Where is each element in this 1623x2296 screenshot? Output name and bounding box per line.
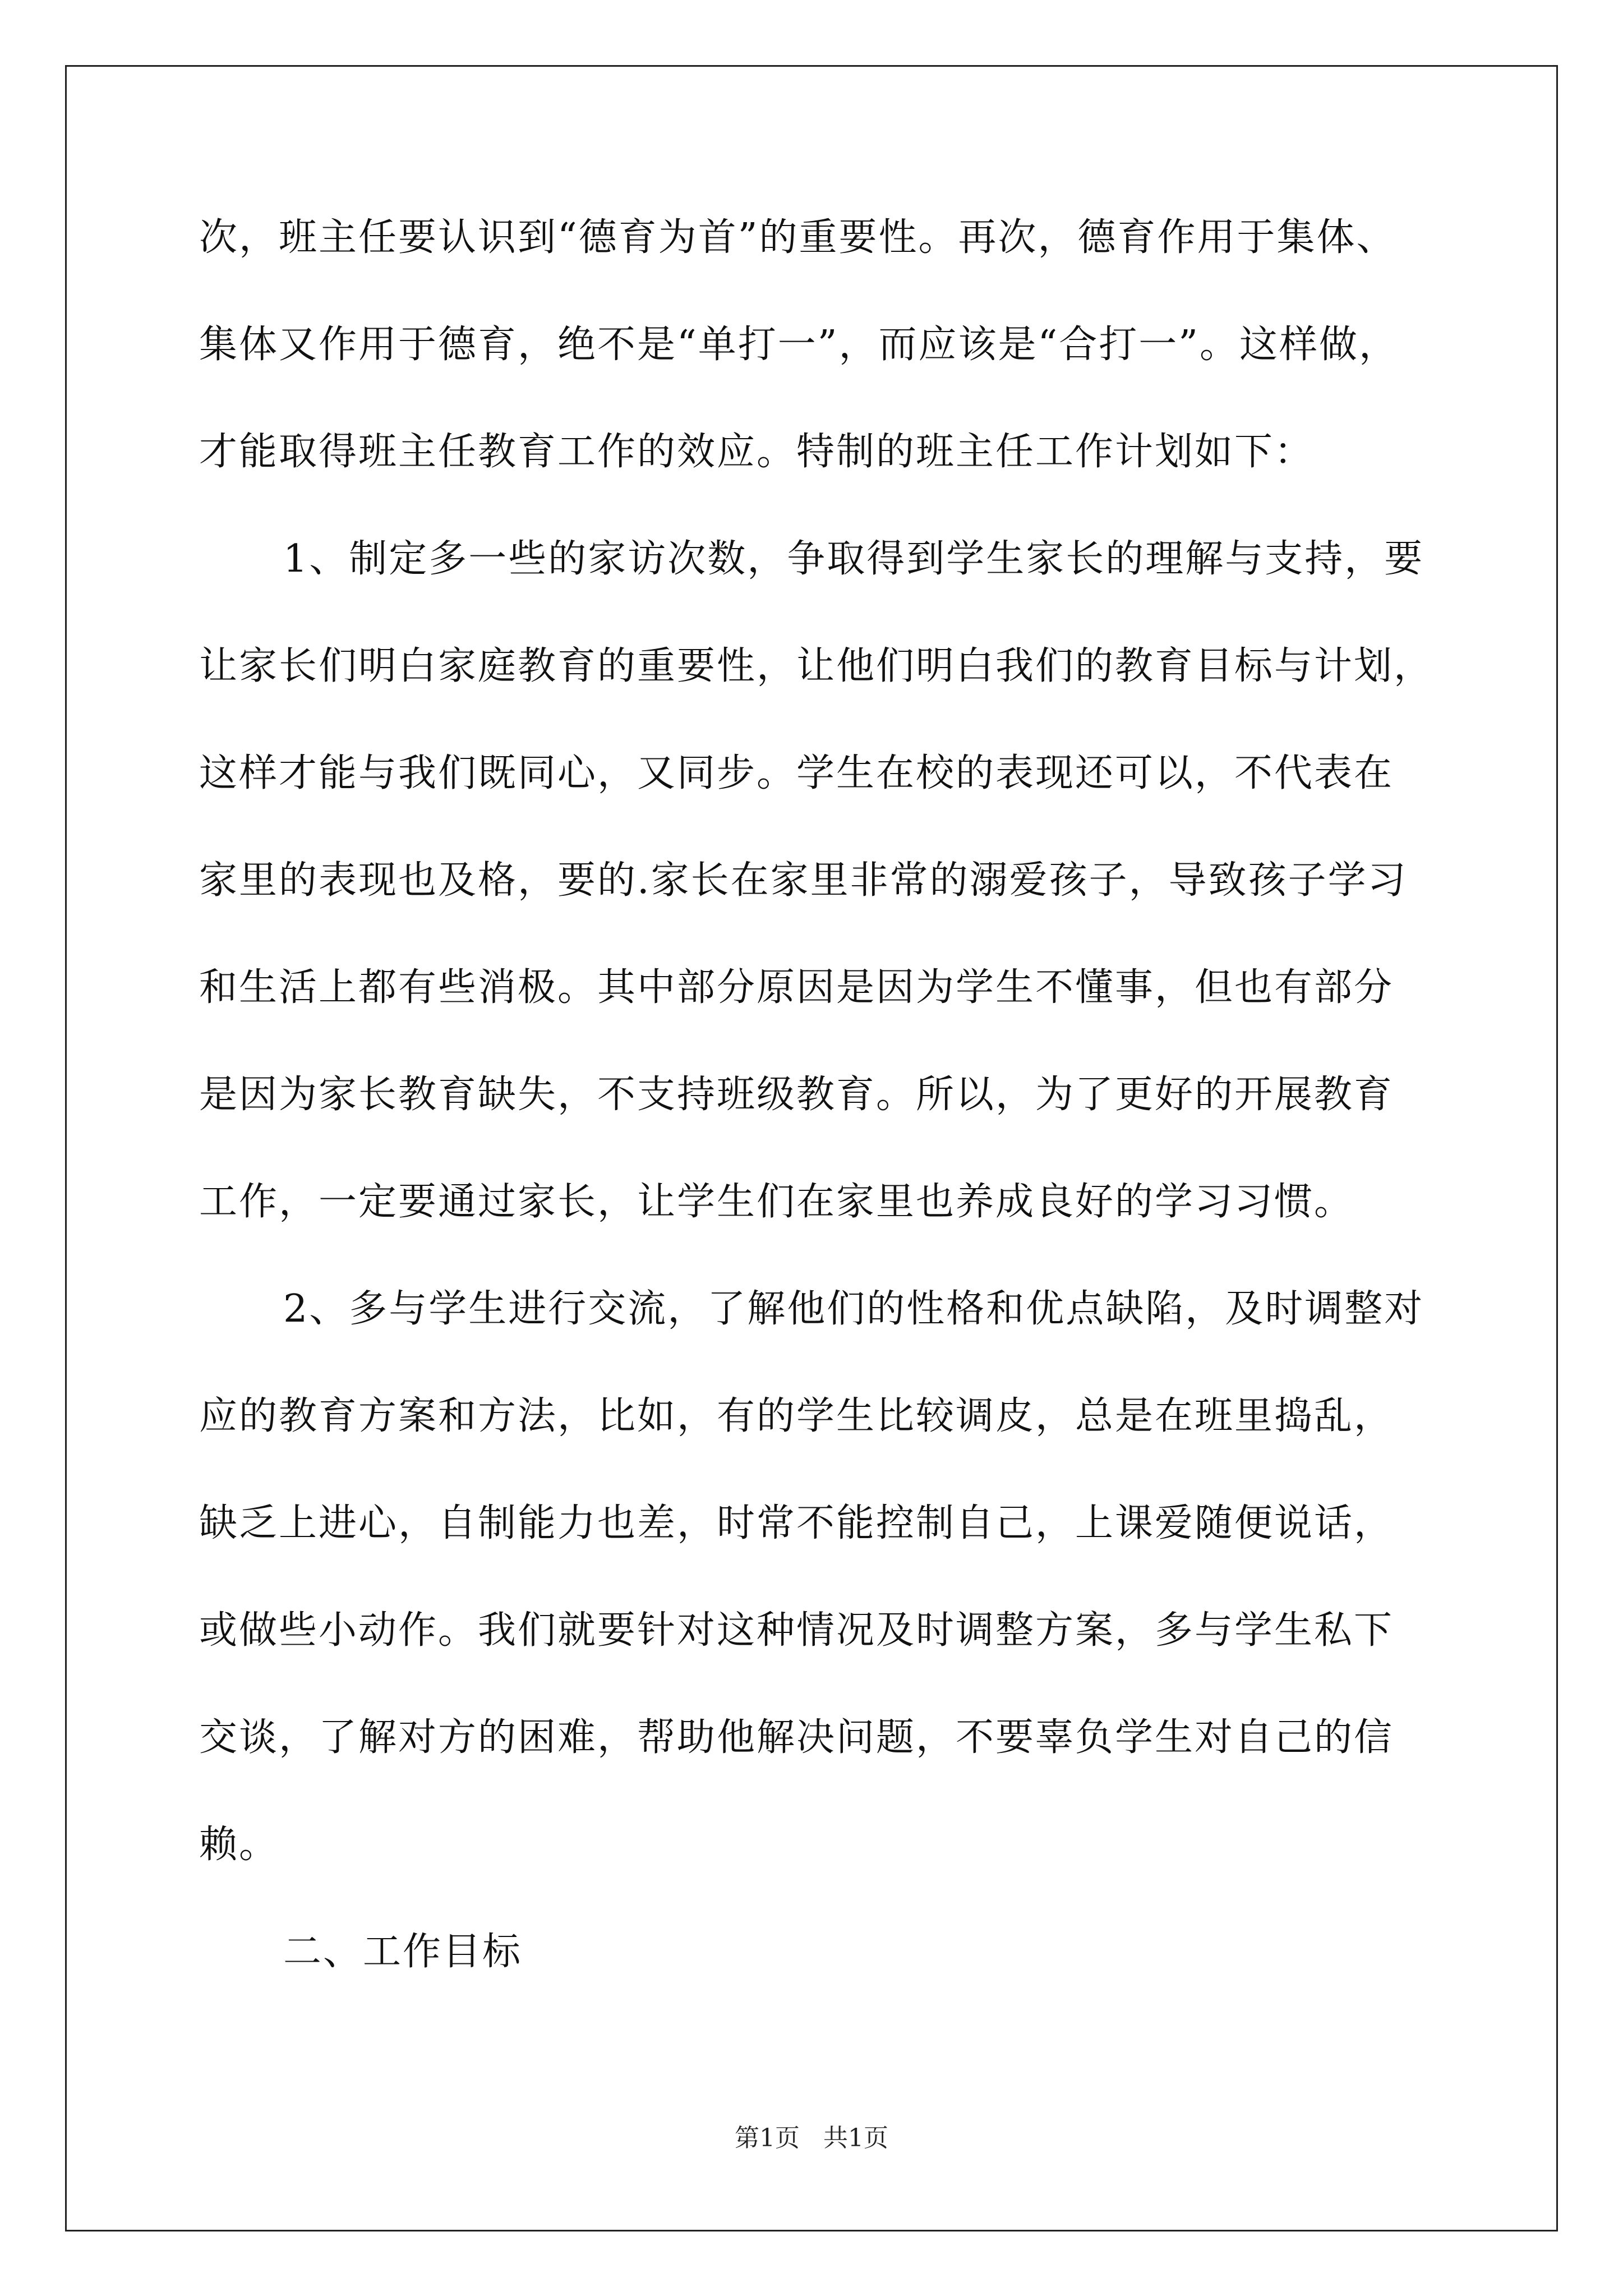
text-line: 缺乏上进心，自制能力也差，时常不能控制自己，上课爱随便说话， (199, 1501, 1394, 1545)
text-line: 这样才能与我们既同心，又同步。学生在校的表现还可以，不代表在 (199, 751, 1394, 795)
text-line: 或做些小动作。我们就要针对这种情况及时调整方案，多与学生私下 (199, 1608, 1394, 1653)
text-line: 交谈，了解对方的困难，帮助他解决问题，不要辜负学生对自己的信 (199, 1715, 1394, 1760)
text-line: 和生活上都有些消极。其中部分原因是因为学生不懂事，但也有部分 (199, 965, 1394, 1010)
page-total: 共1页 (823, 2124, 888, 2152)
text-line: 才能取得班主任教育工作的效应。特制的班主任工作计划如下： (199, 430, 1315, 474)
document-body (199, 215, 1434, 2040)
text-line: 让家长们明白家庭教育的重要性，让他们明白我们的教育目标与计划， (199, 644, 1434, 688)
text-line: 1、制定多一些的家访次数，争取得到学生家长的理解与支持，要 (283, 537, 1424, 581)
text-line: 是因为家长教育缺失，不支持班级教育。所以，为了更好的开展教育 (199, 1073, 1394, 1117)
text-line: 家里的表现也及格，要的.家长在家里非常的溺爱孩子，导致孩子学习 (199, 858, 1408, 903)
text-line: 次，班主任要认识到“德育为首”的重要性。再次，德育作用于集体、 (199, 215, 1396, 260)
page-number: 第1页 (735, 2124, 800, 2152)
text-line: 2、多与学生进行交流，了解他们的性格和优点缺陷，及时调整对 (283, 1287, 1424, 1331)
text-line: 应的教育方案和方法，比如，有的学生比较调皮，总是在班里捣乱， (199, 1394, 1394, 1438)
section-heading: 二、工作目标 (283, 1930, 523, 1974)
text-line: 工作，一定要通过家长，让学生们在家里也养成良好的学习习惯。 (199, 1180, 1354, 1224)
page-footer (0, 2126, 1623, 2151)
text-line: 赖。 (199, 1823, 279, 1867)
text-line: 集体又作用于德育，绝不是“单打一”，而应该是“合打一”。这样做， (199, 323, 1399, 367)
